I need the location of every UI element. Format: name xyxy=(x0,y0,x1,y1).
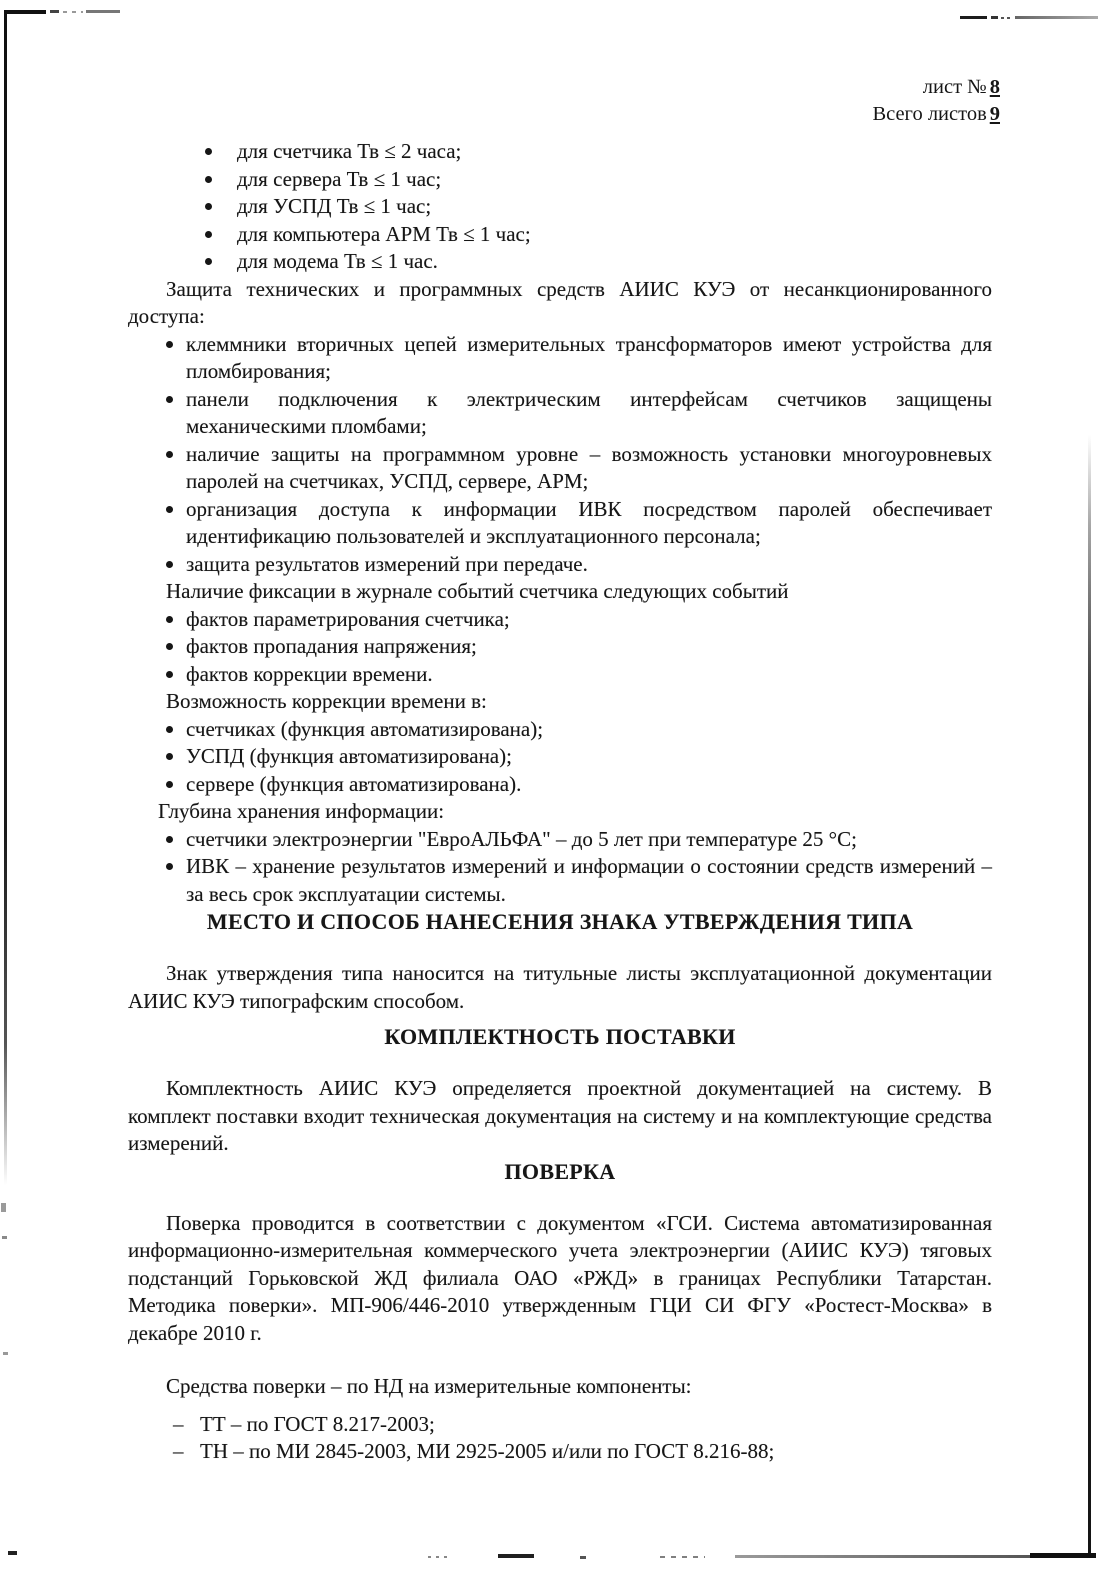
list-item: панели подключения к электрическим интерфейсам счетчиков защищены механическими пломбами; xyxy=(166,386,992,441)
scan-dots-bottom xyxy=(660,1556,705,1558)
list-item: для сервера Тв ≤ 1 час; xyxy=(205,166,992,194)
list-item: ИВК – хранение результатов измерений и информации о состоянии средств измерений – за весь срок эксплуатации системы. xyxy=(166,853,992,908)
list-item: организация доступа к информации ИВК посредством паролей обеспечивает идентификацию пользователей и эксплуатационного персонала; xyxy=(166,496,992,551)
list-item: фактов коррекции времени. xyxy=(166,661,992,689)
list-item: сервере (функция автоматизирована). xyxy=(166,771,992,799)
paragraph-completeness: Комплектность АИИС КУЭ определяется проектной документацией на систему. В комплект поставки входит техническая документация на систему и на комплектующие средства измерений. xyxy=(128,1076,992,1155)
time-correction-list xyxy=(128,716,992,799)
scan-dash-bottom xyxy=(498,1554,534,1558)
sheet-label: лист № xyxy=(922,76,987,98)
section-heading-verification: ПОВЕРКА xyxy=(504,1158,616,1184)
protection-measures-list xyxy=(128,331,992,579)
list-item: для счетчика Тв ≤ 2 часа; xyxy=(205,138,992,166)
section-heading-completeness: КОМПЛЕКТНОСТЬ ПОСТАВКИ xyxy=(384,1024,736,1049)
scan-dots-bottom xyxy=(428,1556,450,1558)
paragraph-verification: Поверка проводится в соответствии с документом «ГСИ. Система автоматизированная информационно-измерительная коммерческого учета электроэнергии (АИИС КУЭ) тяговых подстанций Горьковской ЖД филиала ОАО «РЖД» в границах Республики Татарстан. Методика поверки». МП-906/446-2010 утвержденным ГЦИ СИ ФГУ «Ростест-Москва» в декабре 2010 г. xyxy=(128,1210,992,1345)
paragraph-type-approval-mark: Знак утверждения типа наносится на титульные листы эксплуатационной документации АИИС КУЭ типографским способом. xyxy=(128,961,992,1013)
line-storage-depth: Глубина хранения информации: xyxy=(158,799,445,823)
scan-gray-bottom xyxy=(735,1555,1033,1558)
total-sheets-label: Всего листов xyxy=(872,103,987,125)
list-item: – ТТ – по ГОСТ 8.217-2003; xyxy=(173,1411,992,1439)
list-item: счетчиках (функция автоматизирована); xyxy=(166,716,992,744)
list-item: наличие защиты на программном уровне – возможность установки многоуровневых паролей на счетчиках, УСПД, сервере, АРМ; xyxy=(166,441,992,496)
list-item: – ТН – по МИ 2845-2003, МИ 2925-2005 и/или по ГОСТ 8.216-88; xyxy=(173,1438,992,1466)
list-item: счетчики электроэнергии "ЕвроАЛЬФА" – до 5 лет при температуре 25 °С; xyxy=(166,826,992,854)
tv-requirements-list xyxy=(128,138,992,276)
list-item: защита результатов измерений при передаче. xyxy=(166,551,992,579)
list-item: для модема Тв ≤ 1 час. xyxy=(205,248,992,276)
paragraph-access-protection: Защита технических и программных средств АИИС КУЭ от несанкционированного доступа: xyxy=(128,276,992,328)
scan-corner-bottom-right xyxy=(1030,1553,1096,1558)
list-item: фактов пропадания напряжения; xyxy=(166,633,992,661)
paragraph-verification-means: Средства поверки – по НД на измерительные компоненты: xyxy=(166,1374,692,1398)
line-time-correction: Возможность коррекции времени в: xyxy=(166,689,487,713)
list-item: УСПД (функция автоматизирована); xyxy=(166,743,992,771)
list-item: фактов параметрирования счетчика; xyxy=(166,606,992,634)
total-sheets-number: 9 xyxy=(989,103,1000,125)
journal-events-list xyxy=(128,606,992,689)
sheet-number: 8 xyxy=(989,76,1000,98)
section-heading-type-approval-mark: МЕСТО И СПОСОБ НАНЕСЕНИЯ ЗНАКА УТВЕРЖДЕНИЯ ТИПА xyxy=(206,909,914,934)
list-item: для компьютера АРМ Тв ≤ 1 час; xyxy=(205,221,992,249)
list-item: для УСПД Тв ≤ 1 час; xyxy=(205,193,992,221)
scan-dot-bottom xyxy=(580,1556,586,1559)
line-event-journal: Наличие фиксации в журнале событий счетчика следующих событий xyxy=(166,579,789,603)
list-item: клеммники вторичных цепей измерительных трансформаторов имеют устройства для пломбирования; xyxy=(166,331,992,386)
scan-dash-bottom-left xyxy=(8,1551,17,1555)
storage-depth-list xyxy=(128,826,992,909)
verification-means-list xyxy=(128,1411,992,1466)
